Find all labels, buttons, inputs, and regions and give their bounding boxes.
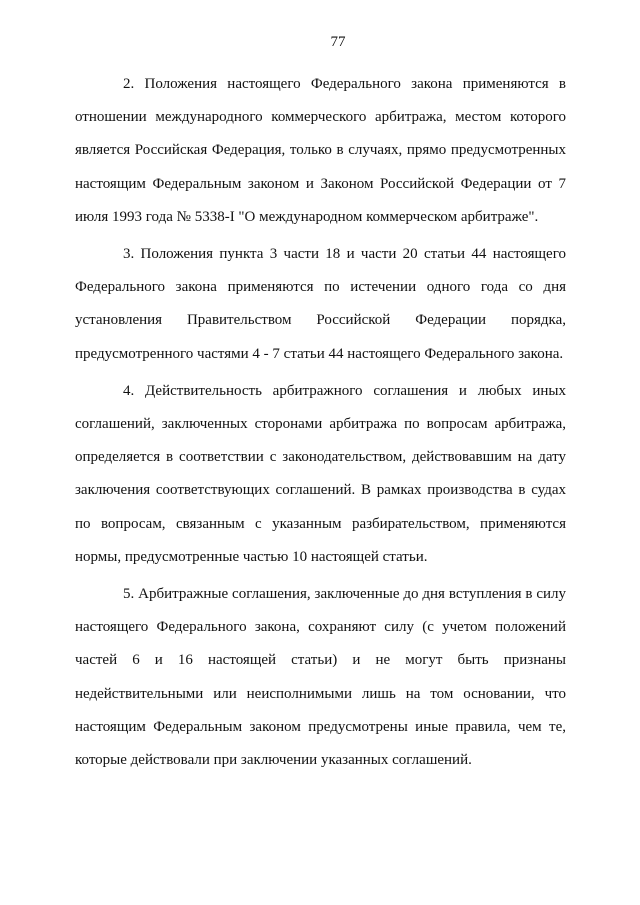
document-body xyxy=(75,68,566,781)
paragraph-5: 5. Арбитражные соглашения, заключенные до дня вступления в силу настоящего Федерального закона, сохраняют силу (с учетом положений частей 6 и 16 настоящей статьи) и не могут быть признаны недействительными или неисполнимыми лишь на том основании, что настоящим Федеральным законом предусмотрены иные правила, чем те, которые действовали при заключении указанных соглашений. xyxy=(75,586,566,769)
paragraph-2: 2. Положения настоящего Федерального закона применяются в отношении международного коммерческого арбитража, местом которого является Российская Федерация, только в случаях, прямо предусмотренных настоящим Федеральным законом и Законом Российской Федерации от 7 июля 1993 года № 5338-I "О международном коммерческом арбитраже". xyxy=(75,76,566,225)
paragraph-4: 4. Действительность арбитражного соглашения и любых иных соглашений, заключенных сторонами арбитража по вопросам арбитража, определяется в соответствии с законодательством, действовавшим на дату заключения соответствующих соглашений. В рамках производства в судах по вопросам, связанным с указанным разбирательством, применяются нормы, предусмотренные частью 10 настоящей статьи. xyxy=(75,382,566,565)
page-number: 77 xyxy=(330,34,346,50)
paragraph-3: 3. Положения пункта 3 части 18 и части 20 статьи 44 настоящего Федерального закона применяются по истечении одного года со дня установления Правительством Российской Федерации порядка, предусмотренного частями 4 - 7 статьи 44 настоящего Федерального закона. xyxy=(75,246,566,362)
